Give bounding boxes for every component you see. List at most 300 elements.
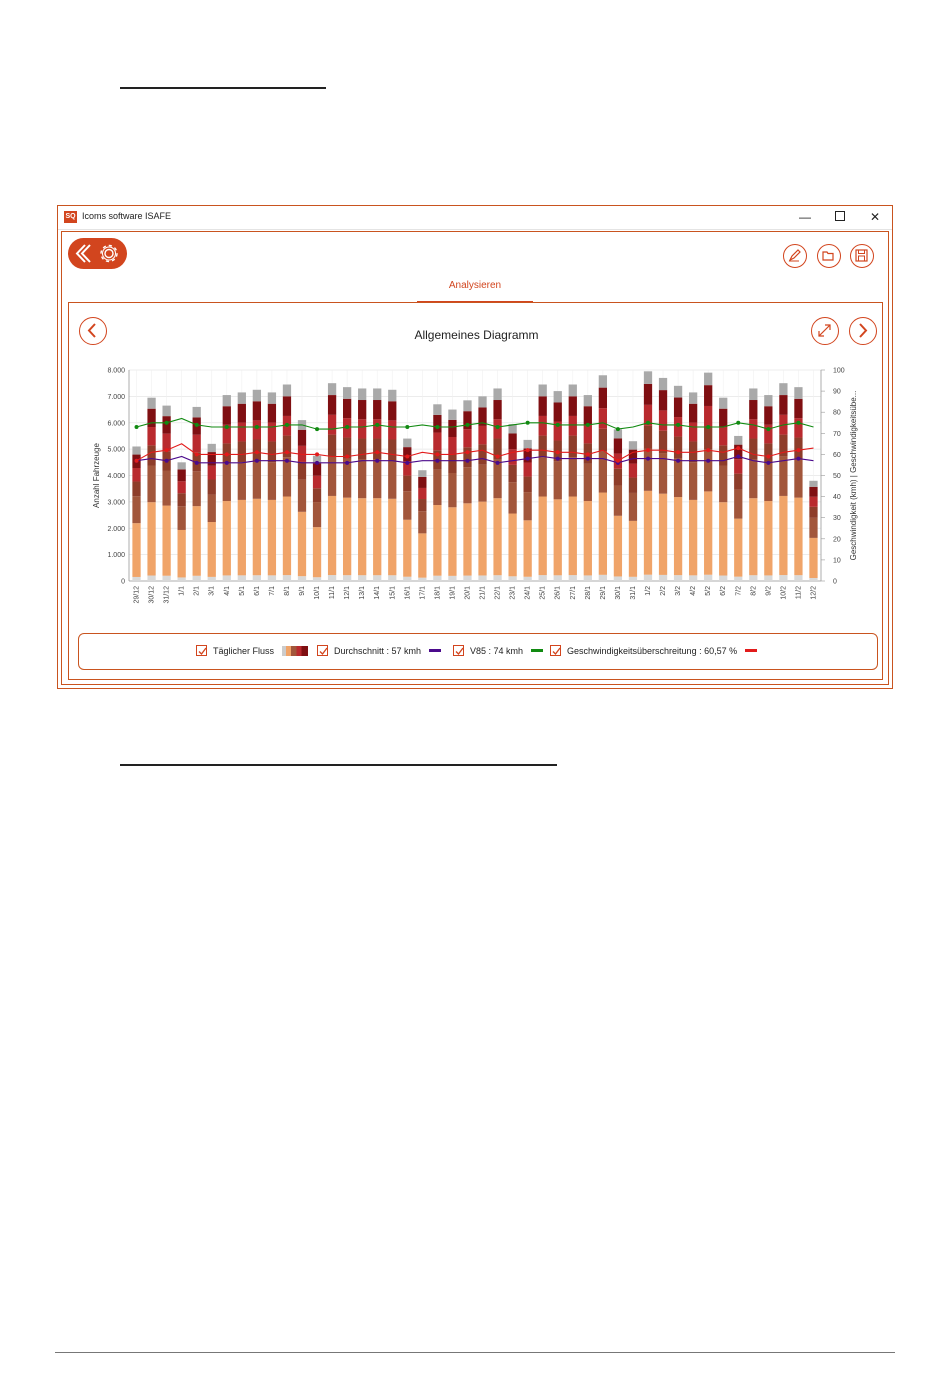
bar-segment — [493, 460, 501, 499]
bar-segment — [418, 488, 426, 499]
bar-segment — [809, 481, 817, 487]
bar-segment — [178, 530, 186, 577]
x-tick-label: 5/1 — [238, 586, 246, 596]
y2-tick-label: 30 — [833, 515, 841, 523]
bar-segment — [268, 392, 276, 403]
bar-segment — [524, 520, 532, 576]
x-tick-label: 22/1 — [494, 586, 502, 600]
series-point — [225, 425, 229, 429]
x-tick-label: 30/1 — [614, 586, 622, 600]
bar-segment — [418, 477, 426, 488]
bar-segment — [313, 577, 321, 581]
bar-segment — [599, 575, 607, 581]
bar-segment — [599, 429, 607, 452]
bar-segment — [659, 390, 667, 410]
bar-segment — [178, 469, 186, 481]
bar-segment — [524, 492, 532, 520]
bar-segment — [493, 575, 501, 581]
legend-label: Täglicher Fluss — [213, 645, 275, 656]
bar-segment — [674, 458, 682, 497]
bar-segment — [283, 385, 291, 397]
series-point — [556, 423, 560, 427]
y-tick-label: 8.000 — [107, 367, 125, 375]
y2-tick-label: 0 — [833, 578, 837, 586]
bar-segment — [238, 392, 246, 403]
bar-segment — [809, 487, 817, 497]
bar-segment — [178, 577, 186, 581]
bar-segment — [253, 499, 261, 575]
bar-segment — [283, 457, 291, 496]
series-point — [496, 455, 500, 459]
bar-segment — [373, 498, 381, 575]
bar-segment — [178, 462, 186, 469]
bar-segment — [629, 441, 637, 449]
x-tick-label: 7/1 — [268, 586, 276, 596]
bar-segment — [478, 426, 486, 444]
bar-segment — [569, 385, 577, 397]
bar-segment — [614, 469, 622, 486]
bar-segment — [493, 388, 501, 400]
x-tick-label: 11/2 — [795, 586, 803, 600]
bar-segment — [373, 439, 381, 460]
bar-segment — [253, 390, 261, 401]
series-point — [405, 455, 409, 459]
bar-segment — [418, 470, 426, 477]
series-point — [556, 450, 560, 454]
x-tick-label: 3/2 — [675, 586, 683, 596]
bar-segment — [584, 464, 592, 501]
x-tick-label: 29/1 — [599, 586, 607, 600]
bar-segment — [599, 493, 607, 575]
bar-segment — [704, 450, 712, 492]
legend-item-average[interactable] — [317, 645, 441, 656]
bar-segment — [463, 503, 471, 575]
x-tick-label: 8/2 — [750, 586, 758, 596]
series-point — [255, 425, 259, 429]
back-icon[interactable] — [77, 245, 90, 262]
bar-segment — [223, 406, 231, 425]
bar-segment — [373, 460, 381, 499]
bar-segment — [388, 575, 396, 581]
series-point — [496, 425, 500, 429]
chart-legend — [78, 633, 878, 670]
series-point — [135, 425, 139, 429]
series-point — [225, 452, 229, 456]
bar-segment — [162, 576, 170, 581]
bar-segment — [524, 462, 532, 476]
bar-segment — [809, 578, 817, 581]
x-tick-label: 1/1 — [178, 586, 186, 596]
bar-segment — [644, 449, 652, 491]
bar-segment — [463, 467, 471, 503]
save-icon — [851, 245, 872, 266]
bar-segment — [298, 480, 306, 512]
bar-segment — [132, 577, 140, 581]
next-chart-button[interactable] — [849, 317, 877, 345]
bar-segment — [704, 373, 712, 386]
bar-segment — [599, 451, 607, 492]
bar-segment — [463, 447, 471, 467]
bar-segment — [238, 500, 246, 575]
x-tick-label: 25/1 — [539, 586, 547, 600]
series-point — [435, 452, 439, 456]
bar-segment — [734, 459, 742, 474]
bar-segment — [268, 462, 276, 500]
bar-segment — [478, 465, 486, 502]
bar-segment — [433, 505, 441, 576]
bar-segment — [298, 512, 306, 576]
bar-segment — [132, 523, 140, 577]
bar-segment — [268, 441, 276, 462]
series-point — [646, 421, 650, 425]
bar-segment — [478, 575, 486, 581]
bar-segment — [569, 497, 577, 576]
bar-segment — [448, 420, 456, 437]
bar-segment — [238, 423, 246, 442]
checkbox-overspeed[interactable] — [550, 645, 561, 656]
y2-tick-label: 70 — [833, 430, 841, 438]
chart-title: Allgemeines Diagramm — [414, 328, 539, 342]
series-point — [135, 459, 139, 463]
open-button[interactable] — [817, 244, 841, 268]
bar-segment — [764, 443, 772, 463]
bar-segment — [554, 391, 562, 402]
x-tick-label: 20/1 — [464, 586, 472, 600]
bar-segment — [253, 461, 261, 499]
bar-segment — [433, 576, 441, 581]
bar-segment — [794, 575, 802, 581]
bar-segment — [779, 496, 787, 575]
x-tick-label: 21/1 — [479, 586, 487, 600]
bar-segment — [584, 575, 592, 581]
series-point — [345, 425, 349, 429]
bar-segment — [358, 498, 366, 575]
series-point — [195, 452, 199, 456]
bar-segment — [794, 498, 802, 576]
bar-segment — [358, 419, 366, 438]
flow-gradient-swatch — [282, 646, 308, 656]
settings-gear-icon[interactable] — [101, 246, 117, 262]
bar-segment — [704, 385, 712, 406]
x-tick-label: 8/1 — [283, 586, 291, 596]
x-tick-label: 2/1 — [193, 586, 201, 596]
bar-segment — [283, 396, 291, 416]
bar-segment — [659, 410, 667, 430]
checkmark-icon — [454, 646, 465, 657]
bar-segment — [208, 466, 216, 480]
close-button[interactable]: ✕ — [869, 210, 881, 224]
y-tick-label: 5.000 — [107, 446, 125, 454]
bar-segment — [749, 439, 757, 460]
x-tick-label: 10/1 — [314, 586, 322, 600]
bar-segment — [253, 439, 261, 460]
x-tick-label: 23/1 — [509, 586, 517, 600]
bar-segment — [674, 398, 682, 418]
bar-segment — [508, 465, 516, 482]
x-tick-label: 6/2 — [720, 586, 728, 596]
bar-segment — [223, 575, 231, 581]
bar-segment — [448, 454, 456, 473]
series-point — [796, 457, 800, 461]
bar-segment — [403, 491, 411, 519]
bar-segment — [328, 395, 336, 415]
bar-segment — [674, 386, 682, 398]
legend-swatch — [429, 649, 441, 652]
bar-segment — [629, 478, 637, 493]
bar-segment — [644, 575, 652, 581]
series-point — [586, 423, 590, 427]
bar-segment — [328, 575, 336, 581]
bar-segment — [373, 575, 381, 581]
bar-segment — [584, 406, 592, 425]
bar-segment — [448, 473, 456, 507]
main-content — [61, 231, 889, 685]
bar-segment — [584, 501, 592, 575]
x-tick-label: 30/12 — [148, 586, 156, 604]
bar-segment — [569, 575, 577, 581]
bar-segment — [388, 499, 396, 575]
y-tick-label: 6.000 — [107, 420, 125, 428]
bar-segment — [238, 404, 246, 423]
bar-segment — [178, 481, 186, 493]
y2-tick-label: 80 — [833, 409, 841, 417]
legend-item-overspeed[interactable] — [550, 645, 757, 656]
bar-segment — [779, 575, 787, 581]
expand-icon — [812, 318, 837, 343]
bar-segment — [749, 575, 757, 581]
series-point — [676, 423, 680, 427]
bar-segment — [208, 495, 216, 522]
bar-segment — [644, 491, 652, 575]
series-point — [375, 459, 379, 463]
bar-segment — [313, 527, 321, 577]
legend-swatch — [745, 649, 757, 652]
bar-segment — [614, 438, 622, 453]
series-point — [766, 461, 770, 465]
app-window — [57, 205, 893, 689]
bar-segment — [659, 378, 667, 390]
bar-segment — [403, 447, 411, 461]
bar-segment — [403, 476, 411, 492]
bar-segment — [689, 575, 697, 581]
footer-rule — [55, 1352, 895, 1353]
legend-item-v85[interactable] — [453, 645, 543, 656]
bar-segment — [569, 416, 577, 436]
bar-segment — [734, 519, 742, 577]
series-point — [465, 459, 469, 463]
series-point — [676, 450, 680, 454]
bar-segment — [193, 407, 201, 417]
bar-segment — [328, 415, 336, 435]
x-tick-label: 27/1 — [569, 586, 577, 600]
bar-segment — [599, 388, 607, 409]
series-point — [706, 459, 710, 463]
bar-segment — [719, 445, 727, 465]
bar-segment — [794, 387, 802, 399]
x-tick-label: 13/1 — [359, 586, 367, 600]
save-button[interactable] — [850, 244, 874, 268]
legend-label: V85 : 74 kmh — [470, 645, 524, 656]
bar-segment — [674, 497, 682, 575]
checkbox-flow[interactable] — [196, 645, 207, 656]
series-point — [676, 459, 680, 463]
bar-segment — [508, 576, 516, 581]
bar-segment — [313, 463, 321, 476]
checkbox-v85[interactable] — [453, 645, 464, 656]
bar-segment — [764, 501, 772, 575]
bar-segment — [448, 410, 456, 420]
bar-segment — [223, 464, 231, 501]
series-point — [706, 425, 710, 429]
bar-segment — [403, 577, 411, 581]
bar-segment — [478, 444, 486, 464]
bar-segment — [298, 576, 306, 581]
y2-tick-label: 60 — [833, 451, 841, 459]
series-point — [736, 421, 740, 425]
bar-segment — [734, 474, 742, 490]
bar-segment — [614, 516, 622, 577]
bar-segment — [313, 488, 321, 502]
bar-segment — [539, 575, 547, 581]
bar-segment — [689, 500, 697, 575]
bar-segment — [313, 476, 321, 489]
bar-segment — [569, 436, 577, 458]
x-tick-label: 19/1 — [449, 586, 457, 600]
bar-segment — [478, 502, 486, 576]
series-point — [586, 452, 590, 456]
bar-segment — [448, 576, 456, 581]
bar-segment — [208, 577, 216, 581]
y-tick-label: 3.000 — [107, 499, 125, 507]
bar-segment — [584, 425, 592, 444]
bar-segment — [539, 497, 547, 576]
bar-segment — [629, 493, 637, 521]
legend-label: Durchschnitt : 57 kmh — [334, 645, 422, 656]
bar-segment — [644, 426, 652, 449]
checkbox-average[interactable] — [317, 645, 328, 656]
minimize-button[interactable]: — — [799, 210, 811, 224]
bar-segment — [418, 511, 426, 533]
bar-segment — [178, 493, 186, 506]
bar-segment — [132, 481, 140, 496]
bar-segment — [418, 499, 426, 511]
bar-segment — [554, 402, 562, 421]
bar-segment — [539, 457, 547, 496]
y-tick-label: 7.000 — [107, 393, 125, 401]
bar-segment — [719, 502, 727, 575]
bar-segment — [689, 404, 697, 423]
bar-segment — [388, 420, 396, 439]
series-point — [285, 423, 289, 427]
y-axis-title: Anzahl Fahrzeuge — [92, 443, 101, 508]
bar-segment — [343, 575, 351, 581]
checkmark-icon — [551, 646, 562, 657]
bar-segment — [403, 439, 411, 448]
series-point — [465, 423, 469, 427]
bar-segment — [268, 500, 276, 575]
bar-segment — [373, 419, 381, 438]
bar-segment — [539, 385, 547, 397]
bar-segment — [147, 502, 155, 575]
bar-segment — [764, 395, 772, 406]
bar-segment — [208, 480, 216, 495]
bar-segment — [223, 395, 231, 406]
bar-segment — [328, 383, 336, 395]
bar-segment — [358, 388, 366, 400]
bar-segment — [554, 499, 562, 575]
bar-segment — [809, 507, 817, 518]
bar-segment — [749, 419, 757, 438]
bar-segment — [674, 575, 682, 581]
series-point — [315, 452, 319, 456]
bar-segment — [659, 575, 667, 581]
bar-segment — [147, 466, 155, 503]
bar-segment — [508, 514, 516, 577]
series-point — [496, 461, 500, 465]
bar-segment — [162, 471, 170, 506]
bar-segment — [193, 471, 201, 506]
bar-segment — [403, 520, 411, 577]
x-tick-label: 1/2 — [645, 586, 652, 596]
x-tick-label: 17/1 — [419, 586, 427, 600]
edit-button[interactable] — [783, 244, 807, 268]
window-title: Icoms software ISAFE — [82, 211, 172, 221]
bar-segment — [749, 400, 757, 419]
series-point — [195, 423, 199, 427]
series-point — [225, 461, 229, 465]
chart-area — [69, 363, 884, 625]
x-tick-label: 12/2 — [810, 586, 818, 600]
bar-segment — [433, 433, 441, 451]
y2-tick-label: 20 — [833, 536, 841, 544]
x-tick-label: 31/12 — [163, 586, 171, 604]
bar-segment — [493, 400, 501, 419]
expand-button[interactable] — [811, 317, 839, 345]
bar-segment — [809, 497, 817, 507]
bar-segment — [388, 390, 396, 401]
x-tick-label: 12/1 — [344, 586, 352, 600]
bar-segment — [448, 507, 456, 576]
y-tick-label: 2.000 — [107, 525, 125, 533]
folder-icon — [818, 245, 839, 266]
bar-segment — [659, 494, 667, 575]
bar-segment — [508, 433, 516, 449]
bar-segment — [554, 461, 562, 499]
series-point — [526, 421, 530, 425]
x-tick-label: 5/2 — [705, 586, 713, 596]
maximize-button[interactable] — [830, 209, 850, 226]
x-tick-label: 4/1 — [223, 586, 231, 596]
bar-segment — [749, 388, 757, 400]
x-tick-label: 6/1 — [253, 586, 261, 596]
bar-segment — [223, 501, 231, 575]
legend-item-flow[interactable] — [196, 645, 308, 656]
bar-segment — [208, 444, 216, 452]
y2-tick-label: 90 — [833, 388, 841, 396]
y-tick-label: 0 — [121, 578, 125, 586]
x-tick-label: 15/1 — [389, 586, 397, 600]
bar-segment — [779, 383, 787, 395]
bar-segment — [674, 437, 682, 458]
series-point — [435, 425, 439, 429]
bar-segment — [238, 575, 246, 581]
x-tick-label: 2/2 — [660, 586, 668, 596]
bar-segment — [584, 395, 592, 406]
x-tick-label: 4/2 — [690, 586, 698, 596]
bar-segment — [132, 496, 140, 523]
tab-analysieren[interactable]: Analysieren — [417, 280, 533, 303]
app-logo-icon: SQ — [64, 211, 77, 223]
